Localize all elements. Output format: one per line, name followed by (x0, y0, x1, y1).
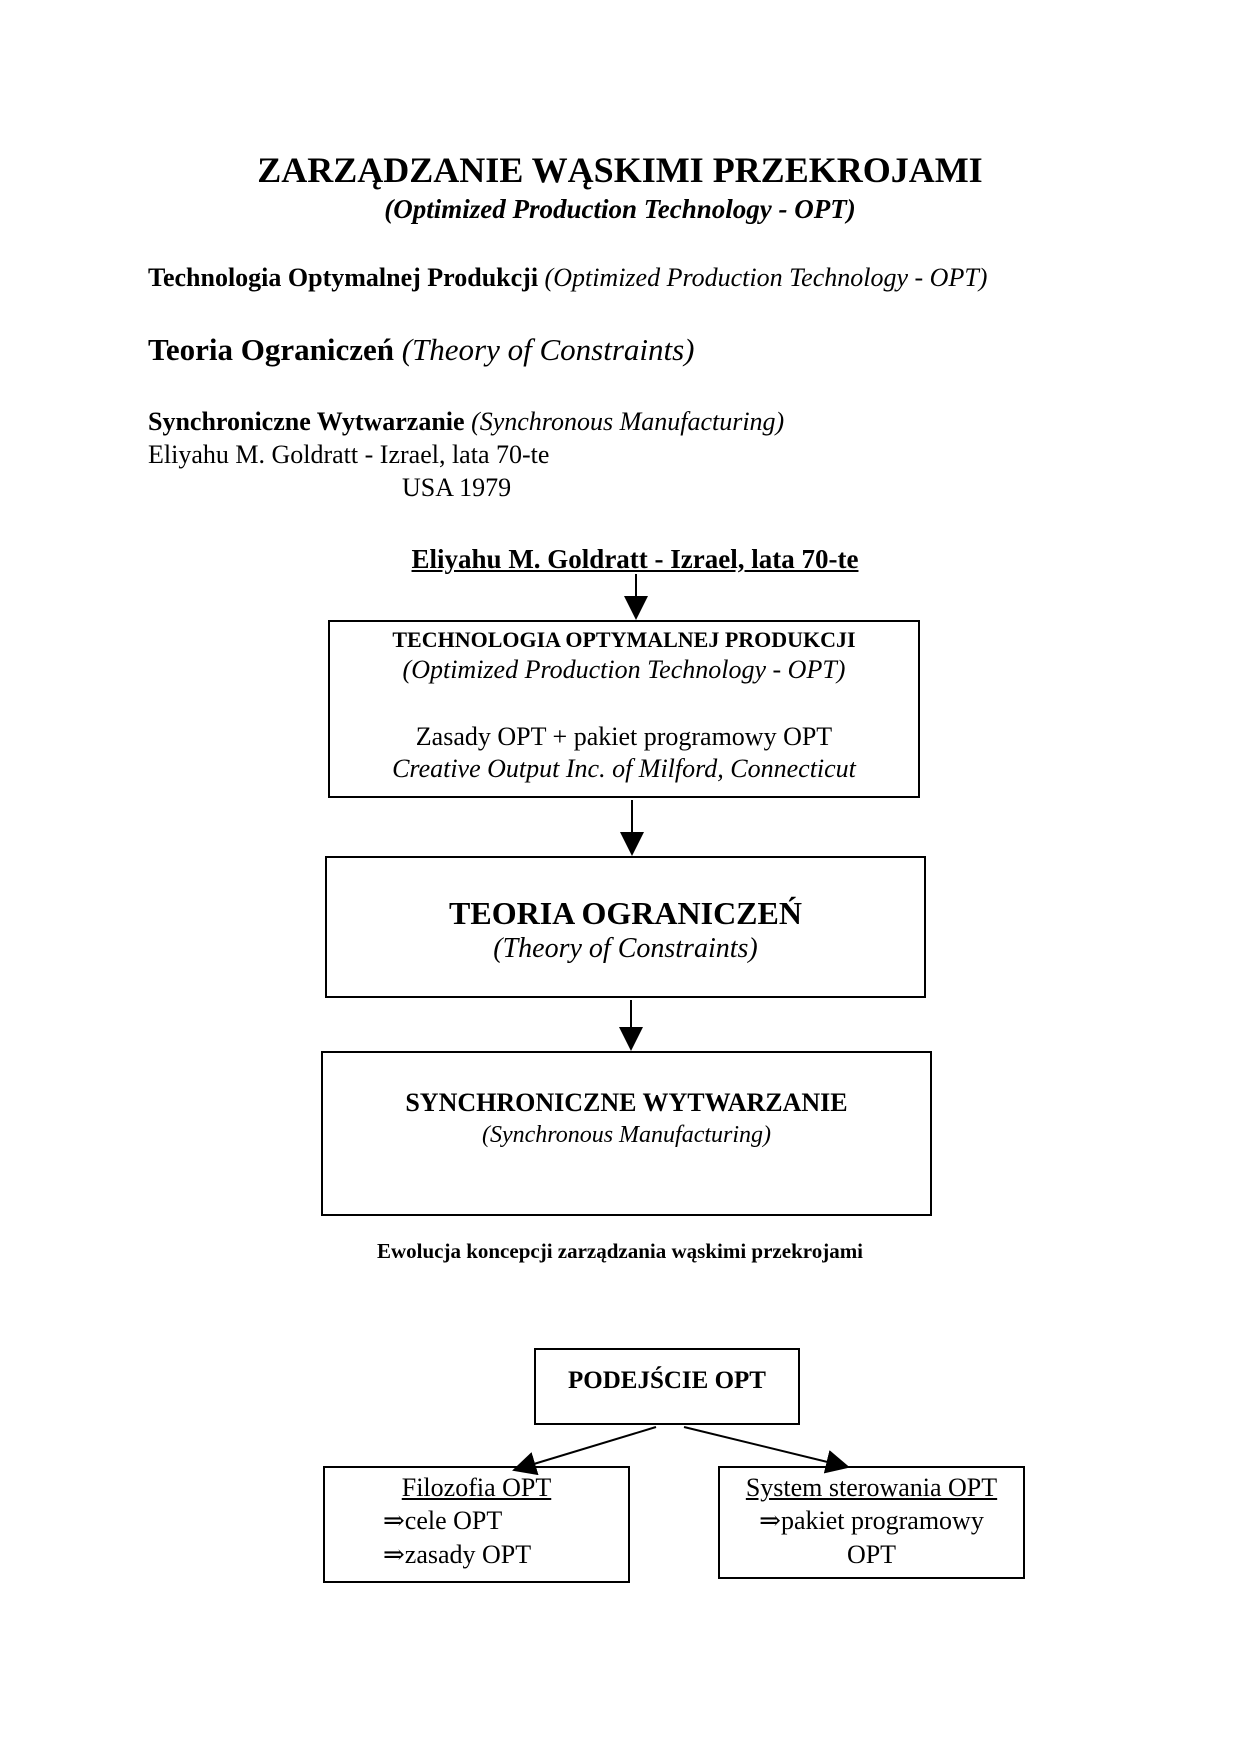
box-sync-title: SYNCHRONICZNE WYTWARZANIE (405, 1088, 848, 1117)
box-opt-title: TECHNOLOGIA OPTYMALNEJ PRODUKCJI (392, 627, 856, 652)
opt-philosophy-item: ⇒zasady OPT (383, 1540, 532, 1569)
page-subtitle: (Optimized Production Technology - OPT) (384, 194, 856, 224)
opt-root-label: PODEJŚCIE OPT (568, 1367, 766, 1394)
author-line: Eliyahu M. Goldratt - Izrael, lata 70-te (148, 440, 550, 469)
box-sync-subtitle: (Synchronous Manufacturing) (481, 1122, 772, 1148)
paragraph-sync-translation: (Synchronous Manufacturing) (471, 407, 785, 436)
paragraph-sync-term: Synchroniczne Wytwarzanie (148, 407, 465, 436)
opt-philosophy-item: ⇒cele OPT (383, 1506, 503, 1535)
paragraph-opt-translation: (Optimized Production Technology - OPT) (544, 263, 988, 292)
paragraph-toc-translation: (Theory of Constraints) (401, 332, 695, 367)
box-toc-subtitle: (Theory of Constraints) (493, 933, 758, 964)
flowchart-origin-label: Eliyahu M. Goldratt - Izrael, lata 70-te (411, 544, 859, 574)
usa-line: USA 1979 (402, 473, 512, 502)
box-opt-company: Creative Output Inc. of Milford, Connecticut (392, 754, 856, 783)
opt-control-item: OPT (846, 1540, 897, 1569)
opt-philosophy-title: Filozofia OPT (401, 1473, 552, 1502)
arrow-root-to-philosophy (514, 1427, 656, 1470)
page-title: ZARZĄDZANIE WĄSKIMI PRZEKROJAMI (257, 150, 983, 190)
box-toc-title: TEORIA OGRANICZEŃ (449, 895, 802, 931)
box-opt-rules: Zasady OPT + pakiet programowy OPT (415, 722, 833, 751)
paragraph-opt-term: Technologia Optymalnej Produkcji (148, 263, 539, 292)
opt-control-item: ⇒pakiet programowy (759, 1506, 984, 1535)
box-opt-subtitle: (Optimized Production Technology - OPT) (402, 655, 846, 684)
flowchart-caption: Ewolucja koncepcji zarządzania wąskimi przekrojami (376, 1239, 864, 1263)
paragraph-toc-term: Teoria Ograniczeń (148, 332, 394, 367)
arrow-root-to-control (684, 1427, 848, 1467)
opt-control-title: System sterowania OPT (745, 1473, 998, 1502)
